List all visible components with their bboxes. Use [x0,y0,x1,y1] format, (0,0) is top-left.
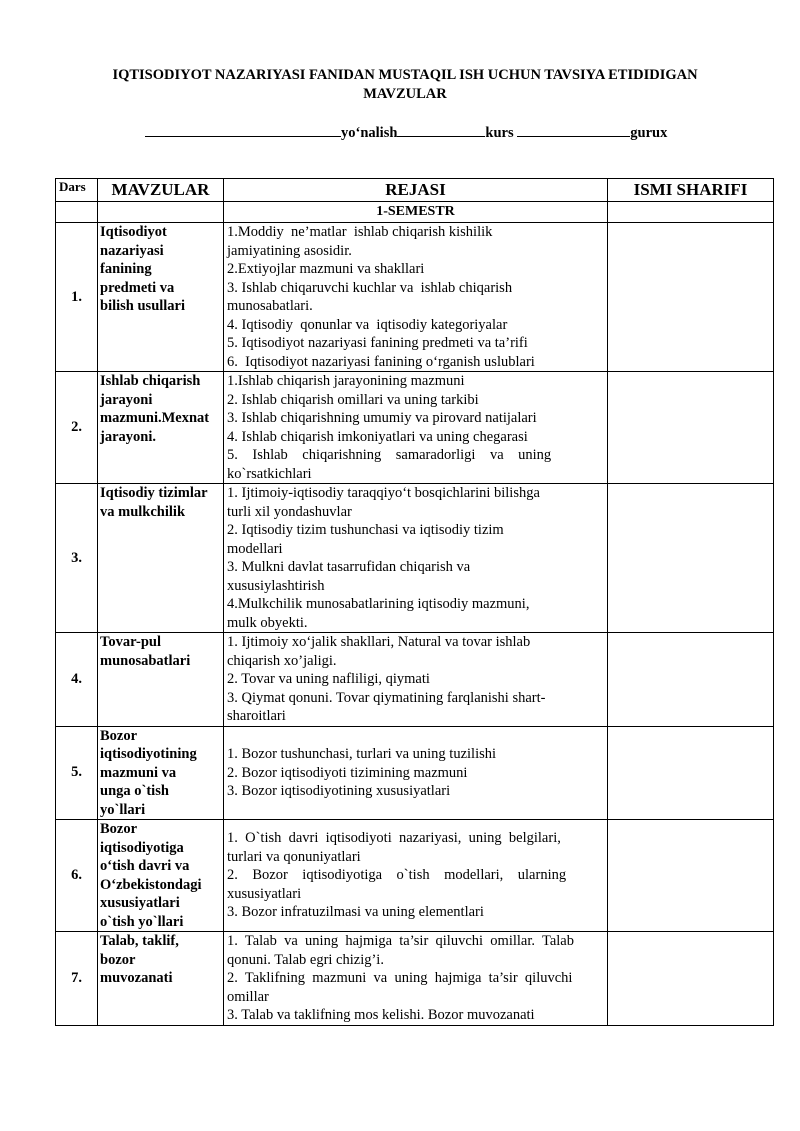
group-blank[interactable] [517,122,630,137]
topic-line: Iqtisodiy tizimlar [100,485,208,501]
topic-line: muvozanati [100,970,173,986]
student-name-cell[interactable] [608,726,774,820]
student-name-cell[interactable] [608,484,774,633]
lesson-number: 3. [56,484,98,633]
plan-line: 1. O`tish davri iqtisodiyoti nazariyasi, uning belgilari, [227,830,561,847]
topic-cell [98,820,224,932]
lesson-number: 5. [56,726,98,820]
topic-line: va mulkchilik [100,503,186,520]
plan-line: xususiylashtirish [227,577,325,594]
plan-line: turlari va qonuniyatlari [227,848,361,865]
plan-line: 2. Taklifning mazmuni va uning hajmiga ta’sir qiluvchi [227,970,573,986]
topics-table [55,178,774,1026]
plan-line: 3. Bozor iqtisodiyotining xususiyatlari [227,783,451,799]
plan-line: 3. Mulkni davlat tasarrufidan chiqarish va [227,559,471,575]
student-name-cell[interactable] [608,633,774,727]
plan-line: 2. Bozor iqtisodiyoti tizimining mazmuni [227,764,468,781]
plan-line: xususiyatlari [227,885,302,902]
col-header-rejasi: REJASI [224,179,608,202]
table-row [56,932,774,1026]
plan-line: mulk obyekti. [227,614,308,631]
semester-row [56,202,774,223]
topic-line: o‘tish davri va [100,858,190,874]
plan-line: 3. Ishlab chiqaruvchi kuchlar va ishlab chiqarish [227,279,513,296]
plan-cell [224,223,608,372]
plan-line: jamiyatining asosidir. [227,242,352,259]
title-line-2: MAVZULAR [363,86,447,102]
table-row [56,633,774,727]
topic-line: iqtisodiyotiga [100,839,184,856]
lesson-number: 2. [56,372,98,484]
plan-cell [224,726,608,820]
plan-line: 1. Ijtimoiy xo‘jalik shakllari, Natural va tovar ishlab [227,634,531,650]
topic-line: Talab, taklif, [100,933,179,949]
topic-line: O‘zbekistondagi [100,876,202,893]
table-header-row [56,179,774,202]
direction-label: yo‘nalish [341,125,398,141]
plan-line: 3. Bozor infratuzilmasi va uning elementlari [227,904,484,921]
plan-line: 1.Ishlab chiqarish jarayonining mazmuni [227,373,465,389]
plan-line: 4.Mulkchilik munosabatlarining iqtisodiy mazmuni, [227,596,530,612]
plan-line: 1. Bozor tushunchasi, turlari va uning tuzilishi [227,746,497,762]
plan-line: sharoitlari [227,708,286,724]
topic-line: bozor [100,951,136,968]
plan-line: 2. Tovar va uning nafliligi, qiymati [227,671,430,687]
plan-line: 1. Talab va uning hajmiga ta’sir qiluvchi omillar. Talab [227,933,574,949]
topic-line: predmeti va [100,279,175,296]
topic-cell [98,484,224,633]
topic-cell [98,932,224,1026]
topic-line: munosabatlari [100,652,191,669]
empty-cell [56,202,98,223]
topic-line: yo`llari [100,801,146,818]
plan-line: 3. Talab va taklifning mos kelishi. Bozor muvozanati [227,1007,535,1023]
plan-line: 2. Ishlab chiqarish omillari va uning tarkibi [227,391,479,408]
topic-line: Ishlab chiqarish [100,373,201,389]
table-row [56,726,774,820]
plan-line: omillar [227,988,269,1005]
plan-line: 5. Iqtisodiyot nazariyasi fanining predmeti va ta’rifi [227,335,528,351]
course-blank[interactable] [397,122,485,137]
topic-cell [98,372,224,484]
empty-cell [98,202,224,223]
topic-line: mazmuni.Mexnat [100,410,210,426]
plan-line: 2.Extiyojlar mazmuni va shakllari [227,261,425,277]
col-header-ismi-sharifi: ISMI SHARIFI [608,179,774,202]
topic-line: iqtisodiyotining [100,746,197,762]
topic-line: Tovar-pul [100,634,161,650]
lesson-number: 4. [56,633,98,727]
topic-line: jarayoni. [100,428,156,445]
plan-line: 3. Ishlab chiqarishning umumiy va pirovard natijalari [227,410,537,426]
lesson-number: 1. [56,223,98,372]
plan-cell [224,932,608,1026]
student-info-line [145,122,667,142]
topic-line: mazmuni va [100,764,177,781]
plan-line: 4. Ishlab chiqarish imkoniyatlari va uning chegarasi [227,428,528,445]
plan-line: 2. Iqtisodiy tizim tushunchasi va iqtisodiy tizim [227,522,504,538]
plan-cell [224,633,608,727]
topic-line: jarayoni [100,391,153,408]
topic-line: Iqtisodiyot [100,224,167,240]
table-row [56,484,774,633]
student-name-cell[interactable] [608,372,774,484]
student-name-cell[interactable] [608,223,774,372]
plan-line: 2. Bozor iqtisodiyotiga o`tish modellari, ularning [227,867,567,884]
col-header-dars: Dars [56,179,98,202]
topic-line: nazariyasi [100,242,164,259]
topic-line: fanining [100,261,152,277]
document-title [60,66,750,104]
plan-line: turli xil yondashuvlar [227,503,352,520]
plan-line: 1.Moddiy ne’matlar ishlab chiqarish kishilik [227,224,493,240]
direction-blank[interactable] [145,122,341,137]
topic-cell [98,726,224,820]
plan-line: 3. Qiymat qonuni. Tovar qiymatining farqlanishi shart- [227,689,546,706]
topic-line: xususiyatlari [100,895,180,911]
student-name-cell[interactable] [608,932,774,1026]
plan-cell [224,820,608,932]
plan-line: 4. Iqtisodiy qonunlar va iqtisodiy kategoriyalar [227,316,508,333]
col-header-mavzular: MAVZULAR [98,179,224,202]
title-line-1: IQTISODIYOT NAZARIYASI FANIDAN MUSTAQIL ISH UCHUN TAVSIYA ETIDIDIGAN [112,67,698,83]
plan-line: munosabatlari. [227,298,313,314]
plan-line: 5. Ishlab chiqarishning samaradorligi va uning [227,447,552,463]
plan-cell [224,484,608,633]
student-name-cell[interactable] [608,820,774,932]
plan-line: 6. Iqtisodiyot nazariyasi fanining o‘rganish uslublari [227,353,535,370]
plan-line: chiqarish xo’jaligi. [227,652,337,669]
semester-label: 1-SEMESTR [224,202,608,223]
plan-line: qonuni. Talab egri chizig’i. [227,951,384,968]
lesson-number: 7. [56,932,98,1026]
plan-line: ko`rsatkichlari [227,465,312,482]
plan-cell [224,372,608,484]
lesson-number: 6. [56,820,98,932]
topic-line: Bozor [100,821,138,837]
table-row [56,820,774,932]
table-row [56,372,774,484]
topic-line: o`tish yo`llari [100,913,184,930]
topic-line: bilish usullari [100,298,186,314]
group-label: gurux [630,125,668,141]
topic-line: Bozor [100,727,138,744]
table-row [56,223,774,372]
plan-line: modellari [227,540,283,557]
topic-cell [98,223,224,372]
empty-cell [608,202,774,223]
topic-line: unga o`tish [100,783,169,799]
plan-line: 1. Ijtimoiy-iqtisodiy taraqqiyo‘t bosqichlarini bilishga [227,485,540,501]
topic-cell [98,633,224,727]
course-label: kurs [485,125,514,141]
